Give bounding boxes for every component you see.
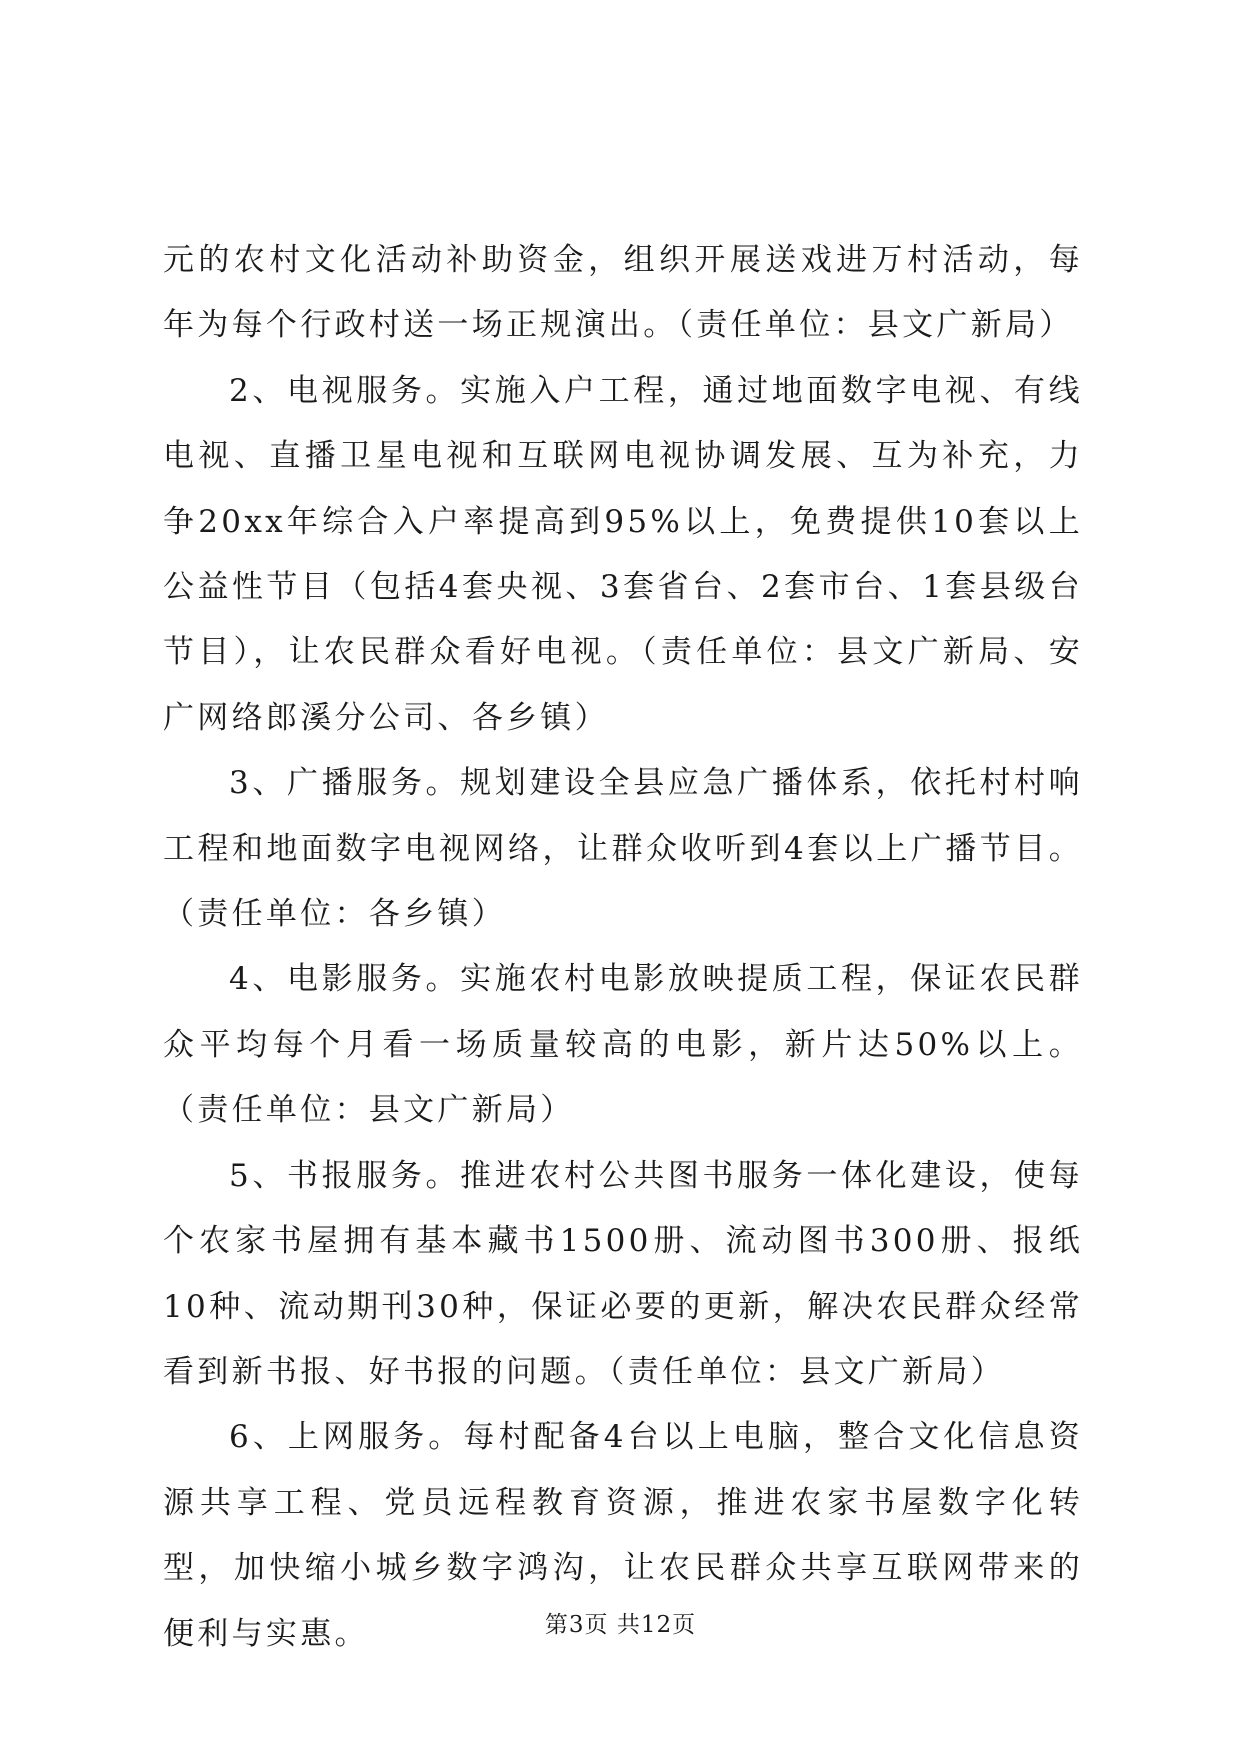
paragraph-internet-service: 6、上网服务。每村配备4台以上电脑，整合文化信息资源共享工程、党员远程教育资源，推进农家书屋数字化转型，加快缩小城乡数字鸿沟，让农民群众共享互联网带来的便利与实惠。 bbox=[163, 1419, 1083, 1652]
paragraph-tv-service: 2、电视服务。实施入户工程，通过地面数字电视、有线电视、直播卫星电视和互联网电视协调发展、互为补充，力争20xx年综合入户率提高到95%以上，免费提供10套以上公益性节目（包括4套央视、3套省台、2套市台、1套县级台节目），让农民群众看好电视。（责任单位：县文广新局、安广网络郎溪分公司、各乡镇） bbox=[163, 372, 1083, 736]
page-number: 第3页 共12页 bbox=[544, 1612, 697, 1638]
page-footer bbox=[0, 1610, 1241, 1640]
paragraph-film-service: 4、电影服务。实施农村电影放映提质工程，保证农民群众平均每个月看一场质量较高的电影，新片达50%以上。（责任单位：县文广新局） bbox=[163, 961, 1083, 1129]
document-body bbox=[163, 228, 1083, 1667]
paragraph-continuation: 元的农村文化活动补助资金，组织开展送戏进万村活动，每年为每个行政村送一场正规演出。（责任单位：县文广新局） bbox=[163, 242, 1083, 344]
paragraph-broadcast-service: 3、广播服务。规划建设全县应急广播体系，依托村村响工程和地面数字电视网络，让群众收听到4套以上广播节目。（责任单位：各乡镇） bbox=[163, 765, 1083, 933]
paragraph-books-service: 5、书报服务。推进农村公共图书服务一体化建设，使每个农家书屋拥有基本藏书1500册、流动图书300册、报纸10种、流动期刊30种，保证必要的更新，解决农民群众经常看到新书报、好书报的问题。（责任单位：县文广新局） bbox=[163, 1157, 1083, 1390]
